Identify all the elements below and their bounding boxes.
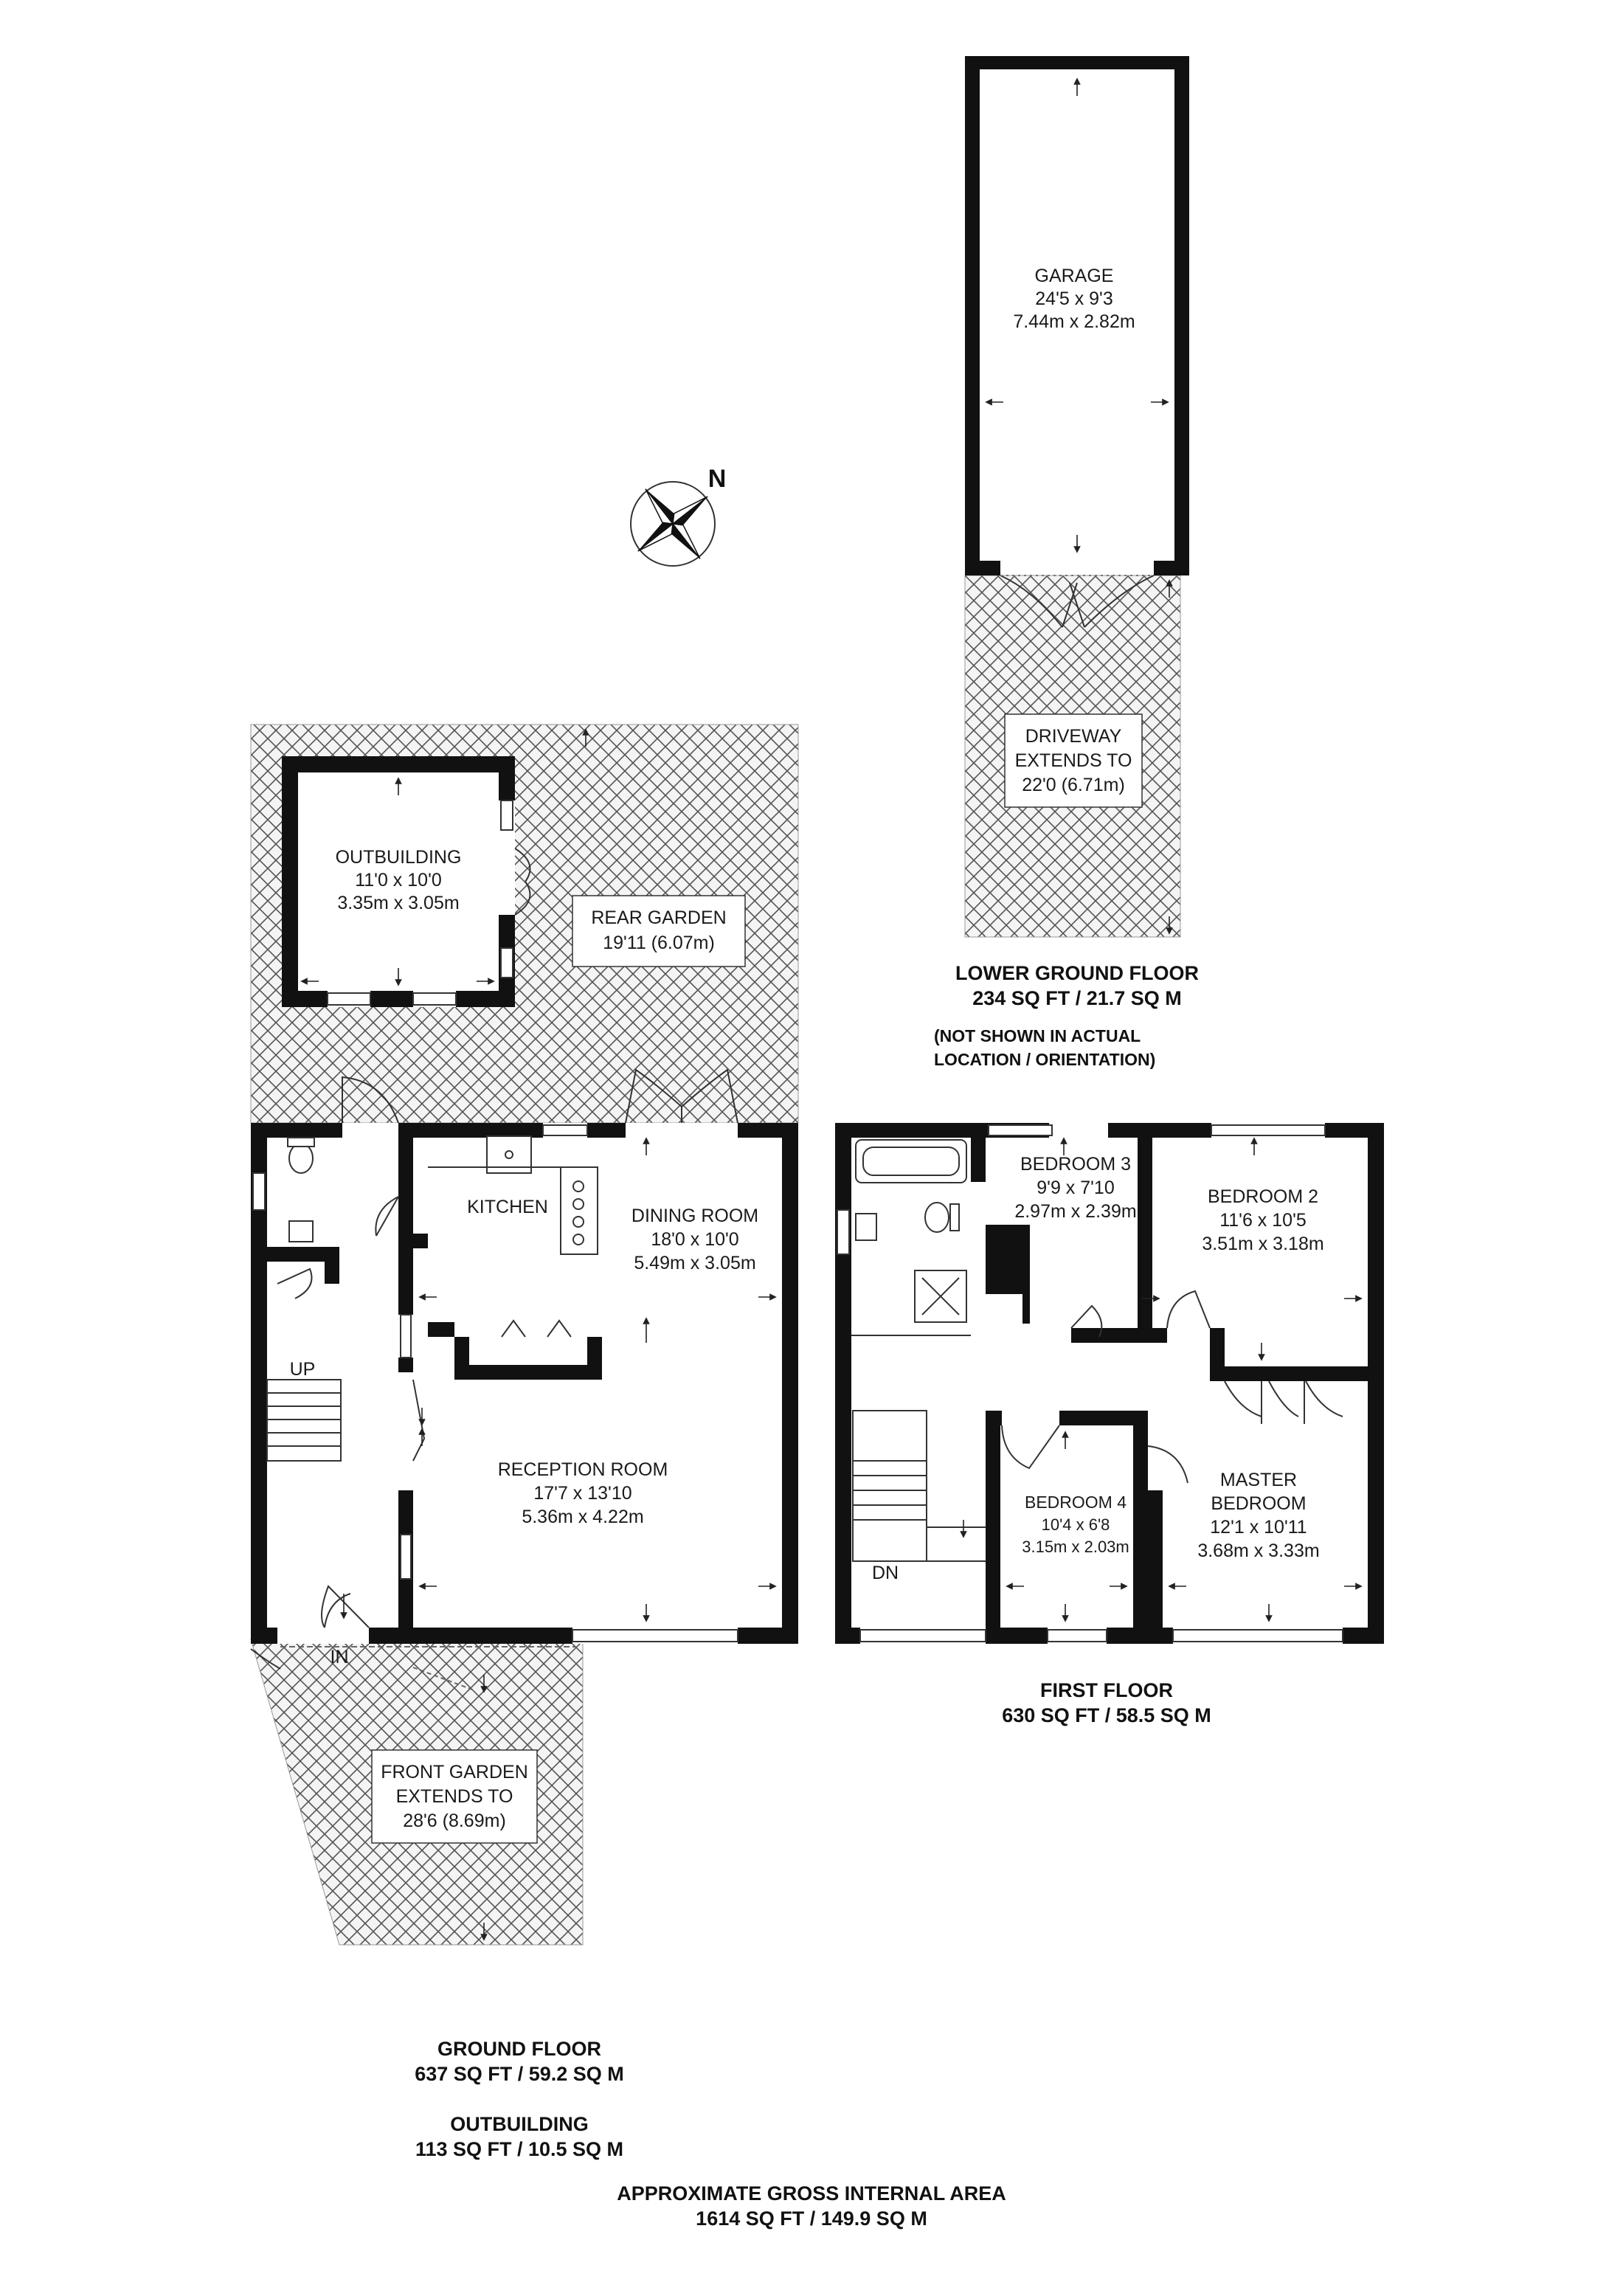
compass-north-label: N (707, 465, 727, 493)
master-bedroom-metric: 3.68m x 3.33m (1197, 1541, 1320, 1561)
bedroom4-imperial: 10'4 x 6'8 (1041, 1515, 1110, 1534)
master-bedroom-line1: MASTER (1219, 1470, 1298, 1490)
dining-room-metric: 5.49m x 3.05m (634, 1253, 756, 1273)
bedroom3-imperial: 9'9 x 7'10 (1037, 1178, 1115, 1198)
first-floor (835, 1123, 1384, 1726)
kitchen-name: KITCHEN (467, 1197, 548, 1217)
reception-room-metric: 5.36m x 4.22m (522, 1507, 644, 1527)
reception-room-name: RECEPTION ROOM (497, 1459, 668, 1480)
lower-ground-floor-note-line1: (NOT SHOWN IN ACTUAL (934, 1026, 1141, 1045)
bedroom3-metric: 2.97m x 2.39m (1014, 1201, 1137, 1222)
garage-name: GARAGE (1034, 266, 1114, 286)
first-floor-title: FIRST FLOOR (1040, 1679, 1173, 1701)
toilet-icon (925, 1203, 949, 1232)
stairs-down-label: DN (871, 1563, 899, 1583)
ground-floor-stairs (267, 1380, 341, 1461)
ground-floor-title: GROUND FLOOR (437, 2038, 601, 2060)
total-area-value: 1614 SQ FT / 149.9 SQ M (696, 2207, 927, 2230)
basin-icon (289, 1221, 313, 1242)
bedroom4-metric: 3.15m x 2.03m (1022, 1538, 1129, 1556)
lower-ground-floor-area: 234 SQ FT / 21.7 SQ M (972, 987, 1182, 1009)
dining-room-name: DINING ROOM (631, 1206, 759, 1226)
outbuilding-area: 113 SQ FT / 10.5 SQ M (415, 2138, 624, 2160)
driveway-line3: 22'0 (6.71m) (1022, 775, 1125, 795)
master-bedroom-line2: BEDROOM (1211, 1493, 1307, 1514)
bedroom2-name: BEDROOM 2 (1207, 1186, 1319, 1207)
outbuilding-imperial: 11'0 x 10'0 (355, 870, 442, 891)
front-garden-line2: EXTENDS TO (395, 1786, 513, 1807)
bathtub-icon (856, 1140, 966, 1183)
driveway-line2: EXTENDS TO (1014, 750, 1132, 771)
rear-garden-label-box (572, 896, 745, 967)
outbuilding-metric: 3.35m x 3.05m (337, 893, 460, 913)
stairs-up-label: UP (289, 1359, 316, 1380)
bedroom2-metric: 3.51m x 3.18m (1202, 1234, 1324, 1254)
toilet-icon (289, 1144, 313, 1173)
lower-ground-floor-note-line2: LOCATION / ORIENTATION) (934, 1050, 1156, 1069)
rear-garden-name: REAR GARDEN (591, 907, 727, 928)
ground-floor (251, 725, 798, 2160)
ground-floor-area: 637 SQ FT / 59.2 SQ M (415, 2063, 624, 2085)
reception-room-imperial: 17'7 x 13'10 (533, 1483, 632, 1504)
outbuilding-name: OUTBUILDING (335, 847, 462, 868)
outbuilding-title: OUTBUILDING (450, 2113, 589, 2135)
bedroom2-imperial: 11'6 x 10'5 (1219, 1210, 1307, 1231)
front-garden-line3: 28'6 (8.69m) (403, 1811, 506, 1831)
bedroom4-name: BEDROOM 4 (1024, 1493, 1127, 1512)
lower-ground-floor (934, 56, 1199, 1069)
front-garden-line1: FRONT GARDEN (381, 1762, 528, 1782)
kitchen-island (561, 1167, 598, 1254)
lower-ground-floor-title: LOWER GROUND FLOOR (955, 962, 1199, 984)
compass (611, 462, 735, 586)
rear-garden-size: 19'11 (6.07m) (603, 933, 715, 953)
bedroom3-name: BEDROOM 3 (1020, 1154, 1132, 1175)
garage-metric: 7.44m x 2.82m (1013, 311, 1135, 332)
dining-room-imperial: 18'0 x 10'0 (651, 1229, 739, 1250)
first-floor-area: 630 SQ FT / 58.5 SQ M (1002, 1704, 1211, 1726)
driveway-line1: DRIVEWAY (1025, 726, 1122, 747)
master-bedroom-imperial: 12'1 x 10'11 (1210, 1517, 1307, 1538)
entrance-in-label: IN (330, 1647, 349, 1667)
total-area-title: APPROXIMATE GROSS INTERNAL AREA (617, 2182, 1006, 2205)
garage-imperial: 24'5 x 9'3 (1035, 288, 1113, 309)
basin-icon (856, 1214, 876, 1240)
